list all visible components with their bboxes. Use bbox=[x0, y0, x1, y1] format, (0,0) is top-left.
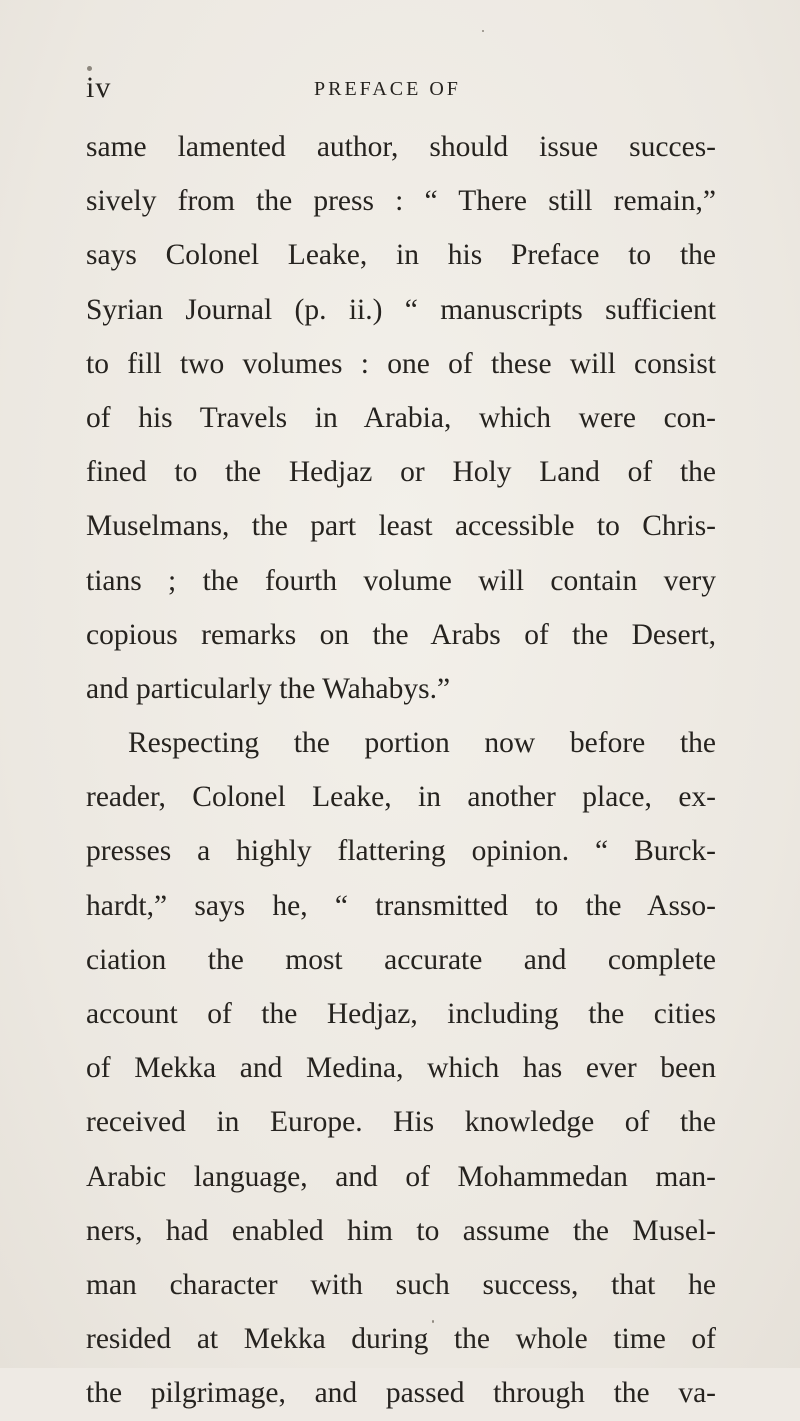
text-line: Syrian Journal (p. ii.) “ manuscripts sufficient bbox=[86, 293, 716, 326]
text-line: copious remarks on the Arabs of the Desert, bbox=[86, 618, 716, 651]
page-header bbox=[86, 68, 726, 108]
running-head: PREFACE OF bbox=[314, 78, 461, 100]
text-line: the pilgrimage, and passed through the va- bbox=[86, 1377, 716, 1410]
text-line: resided at Mekka during the whole time of bbox=[86, 1323, 716, 1356]
text-line: fined to the Hedjaz or Holy Land of the bbox=[86, 456, 716, 489]
text-line: and particularly the Wahabys.” bbox=[86, 672, 451, 705]
text-line: to fill two volumes : one of these will consist bbox=[86, 347, 716, 380]
text-line: hardt,” says he, “ transmitted to the Asso- bbox=[86, 889, 716, 922]
text-line: says Colonel Leake, in his Preface to the bbox=[86, 239, 716, 272]
text-line: ners, had enabled him to assume the Musel- bbox=[86, 1214, 716, 1247]
text-line: same lamented author, should issue succes- bbox=[86, 131, 716, 163]
paper-speck bbox=[87, 66, 92, 71]
text-line: account of the Hedjaz, including the cities bbox=[86, 998, 716, 1030]
text-line: of Mekka and Medina, which has ever been bbox=[86, 1052, 716, 1085]
page-number: iv bbox=[86, 71, 112, 104]
text-line: Arabic language, and of Mohammedan man- bbox=[86, 1160, 716, 1193]
text-line: received in Europe. His knowledge of the bbox=[86, 1106, 716, 1139]
text-line: ciation the most accurate and complete bbox=[86, 943, 716, 976]
text-line: Muselmans, the part least accessible to Chris- bbox=[86, 510, 716, 543]
text-line: tians ; the fourth volume will contain very bbox=[86, 564, 716, 597]
text-line: reader, Colonel Leake, in another place, ex- bbox=[86, 781, 716, 814]
text-line: of his Travels in Arabia, which were con- bbox=[86, 401, 716, 434]
text-line: man character with such success, that he bbox=[86, 1268, 716, 1301]
paper-speck bbox=[432, 1320, 434, 1323]
paper-speck bbox=[482, 30, 484, 32]
body-text bbox=[86, 120, 716, 1421]
text-line: sively from the press : “ There still remain,” bbox=[86, 185, 716, 218]
paragraph-start-line: Respecting the portion now before the bbox=[128, 727, 716, 760]
text-line: presses a highly flattering opinion. “ Burck- bbox=[86, 835, 716, 868]
